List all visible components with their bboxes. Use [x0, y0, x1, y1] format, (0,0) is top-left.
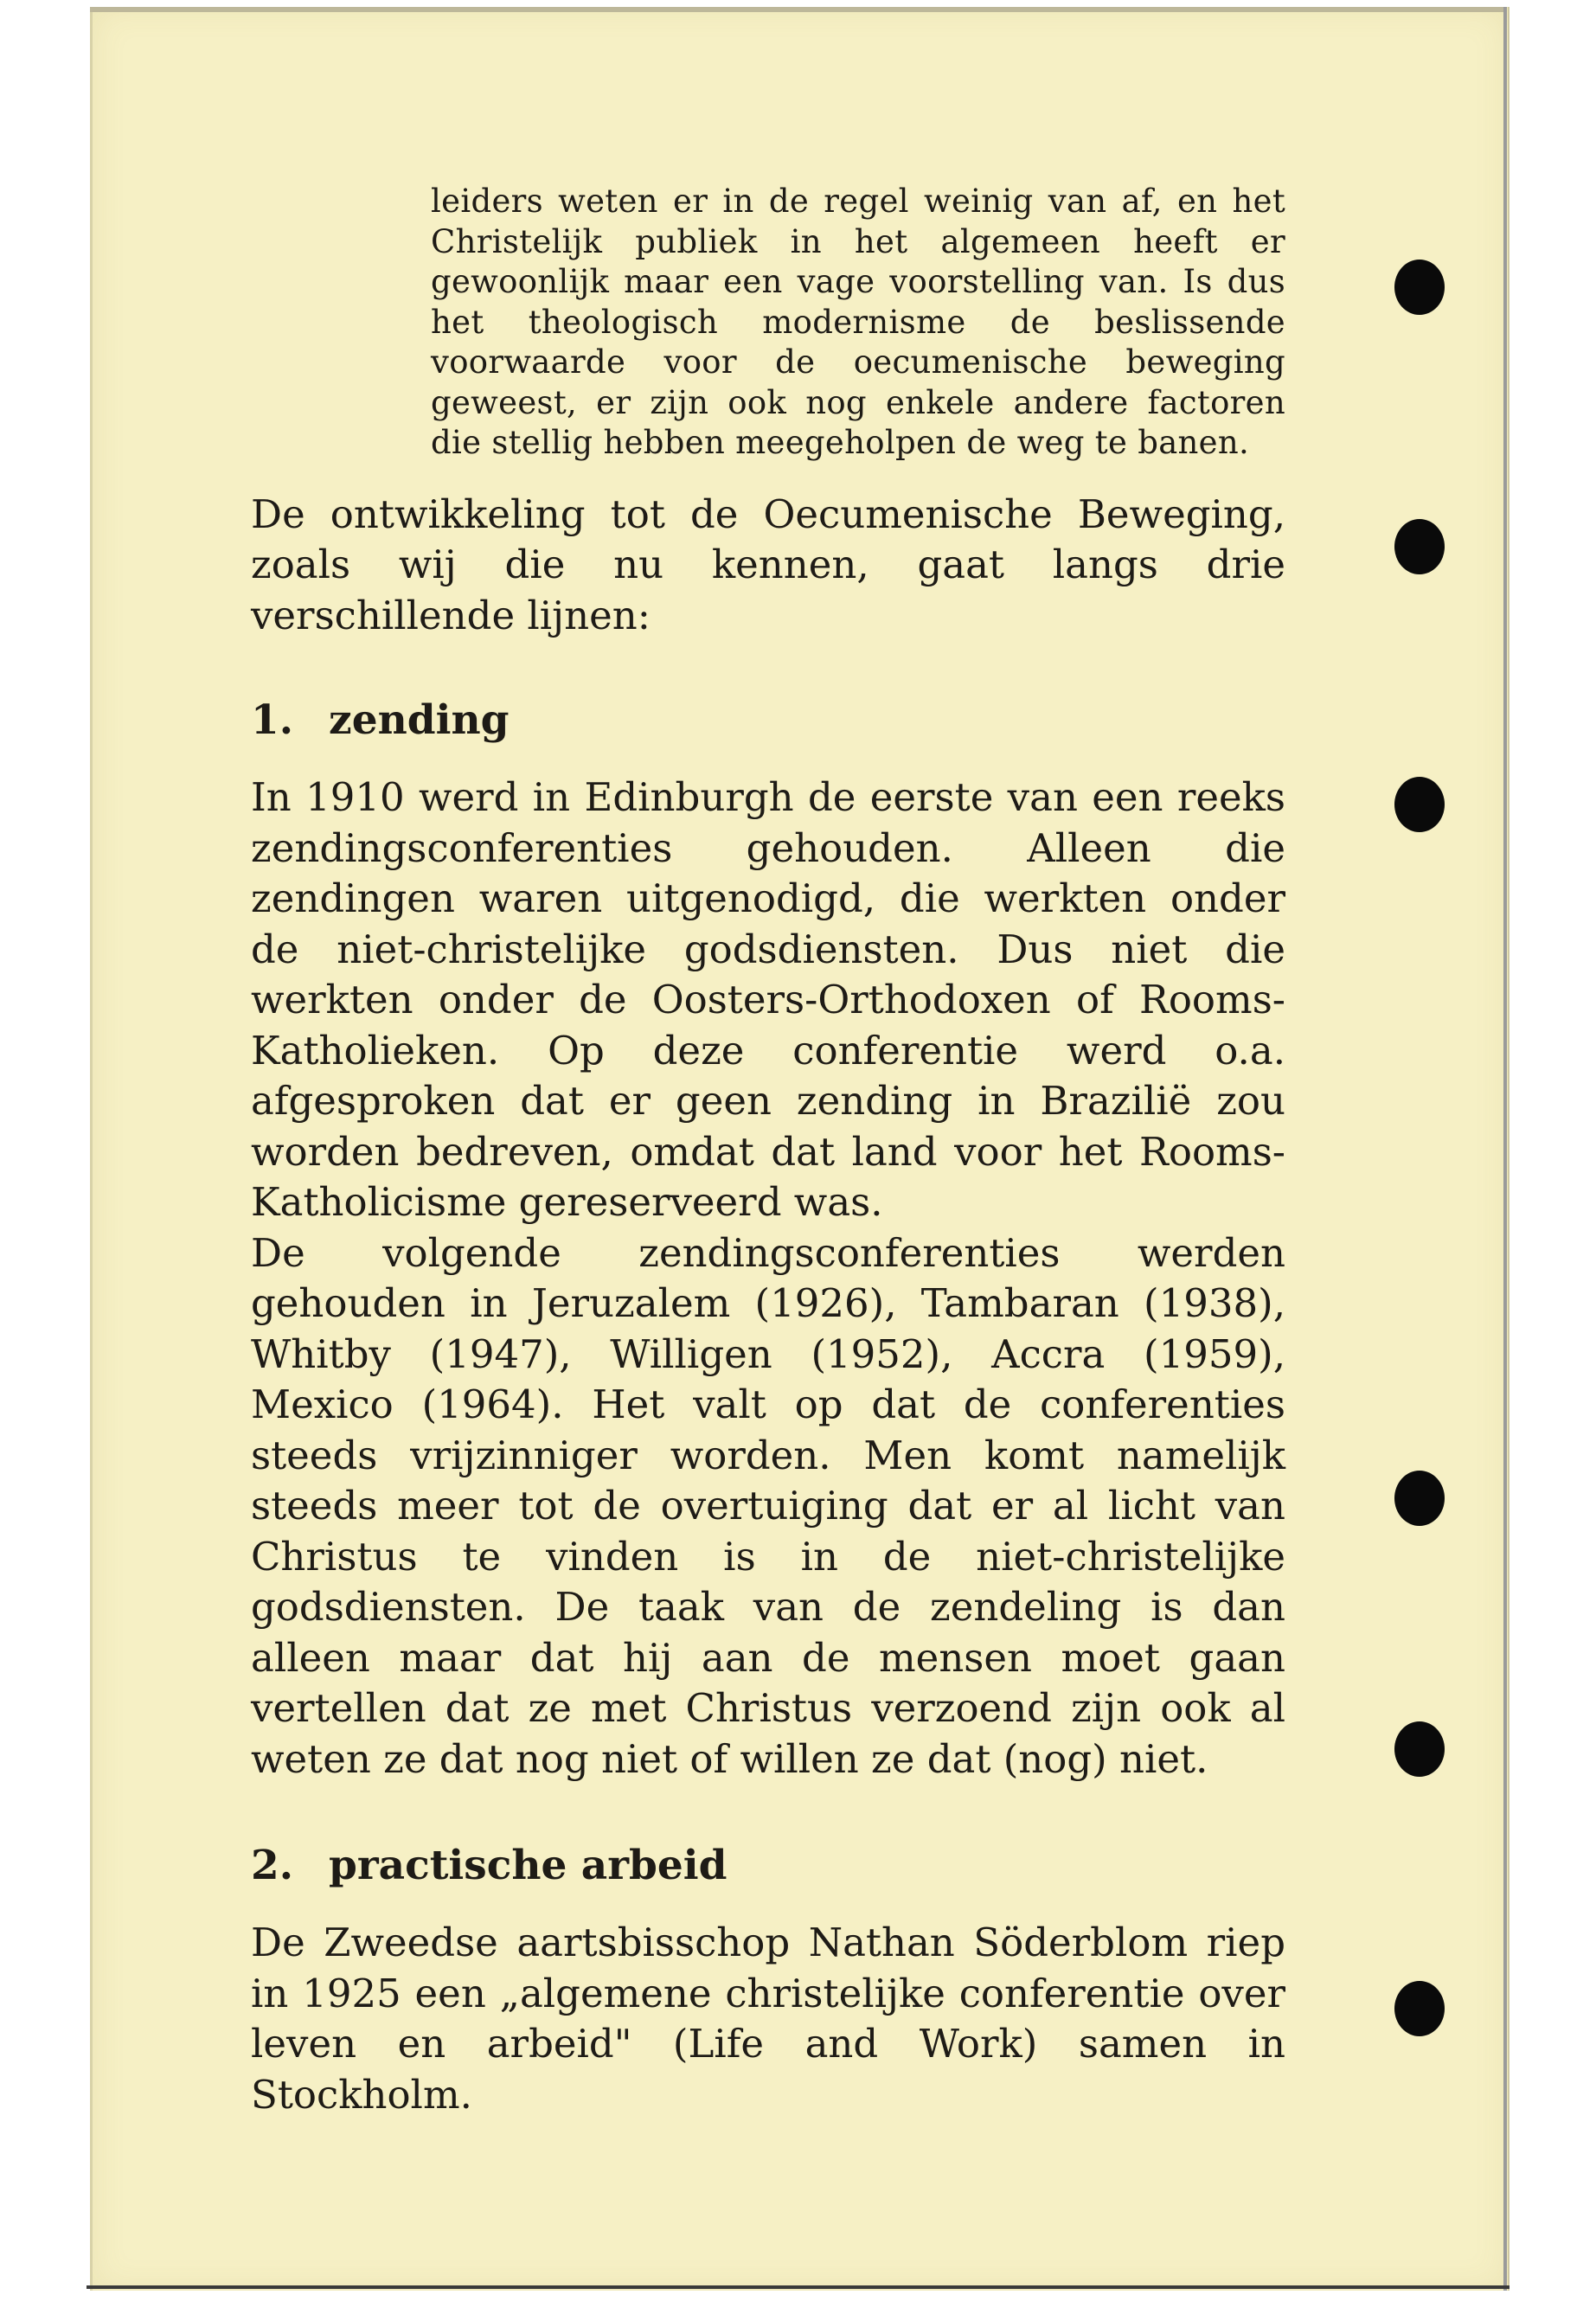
- page-content: [251, 182, 1285, 2120]
- section-number: 1.: [251, 696, 294, 744]
- indented-quote: leiders weten er in de regel weinig van af, en het Christelijk publiek in het algemeen heeft er gewoonlijk maar een vage voorstelling van. Is dus het theologisch modernisme de beslissende voorwaarde voor de oecumenische beweging geweest, er zijn ook nog enkele andere factoren die stellig hebben meegeholpen de weg te banen.: [431, 183, 1285, 461]
- punch-hole: [1394, 260, 1445, 315]
- page-right-edge: [1503, 7, 1507, 2291]
- page-top-edge: [90, 7, 1505, 12]
- punch-hole: [1394, 777, 1445, 832]
- intro-paragraph: De ontwikkeling tot de Oecumenische Beweging, zoals wij die nu kennen, gaat langs drie verschillende lijnen:: [251, 490, 1285, 638]
- section-heading-1: [251, 695, 1285, 747]
- section-heading-2: [251, 1840, 1285, 1892]
- body-paragraph: De Zweedse aartsbisschop Nathan Söderblom riep in 1925 een „algemene christelijke conferentie over leven en arbeid" (Life and Work) samen in Stockholm.: [251, 1920, 1285, 2118]
- punch-hole: [1394, 1981, 1445, 2036]
- punch-hole: [1394, 1471, 1445, 1526]
- punch-hole: [1394, 519, 1445, 574]
- section-title: zending: [329, 696, 510, 744]
- section-number: 2.: [251, 1842, 294, 1889]
- body-paragraph: In 1910 werd in Edinburgh de eerste van een reeks zendingsconferenties gehouden. Alleen die zendingen waren uitgenodigd, die werkten onder de niet-christelijke godsdiensten. Dus niet die werkten onder de Oosters-Orthodoxen of Rooms-Katholieken. Op deze conferentie werd o.a. afgesproken dat er geen zending in Brazilië zou worden bedreven, omdat dat land voor het Rooms-Katholicisme gereserveerd was.: [251, 774, 1285, 1225]
- body-paragraph: De volgende zendingsconferenties werden gehouden in Jeruzalem (1926), Tambaran (1938), Whitby (1947), Willigen (1952), Accra (1959), Mexico (1964). Het valt op dat de conferenties steeds vrijzinniger worden. Men komt namelijk steeds meer tot de overtuiging dat er al licht van Christus te vinden is in de niet-christelijke godsdiensten. De taak van de zendeling is dan alleen maar dat hij aan de mensen moet gaan vertellen dat ze met Christus verzoend zijn ook al weten ze dat nog niet of willen ze dat (nog) niet.: [251, 1229, 1285, 1782]
- section-title: practische arbeid: [329, 1842, 727, 1889]
- punch-hole: [1394, 1721, 1445, 1777]
- page-bottom-edge: [87, 2285, 1509, 2289]
